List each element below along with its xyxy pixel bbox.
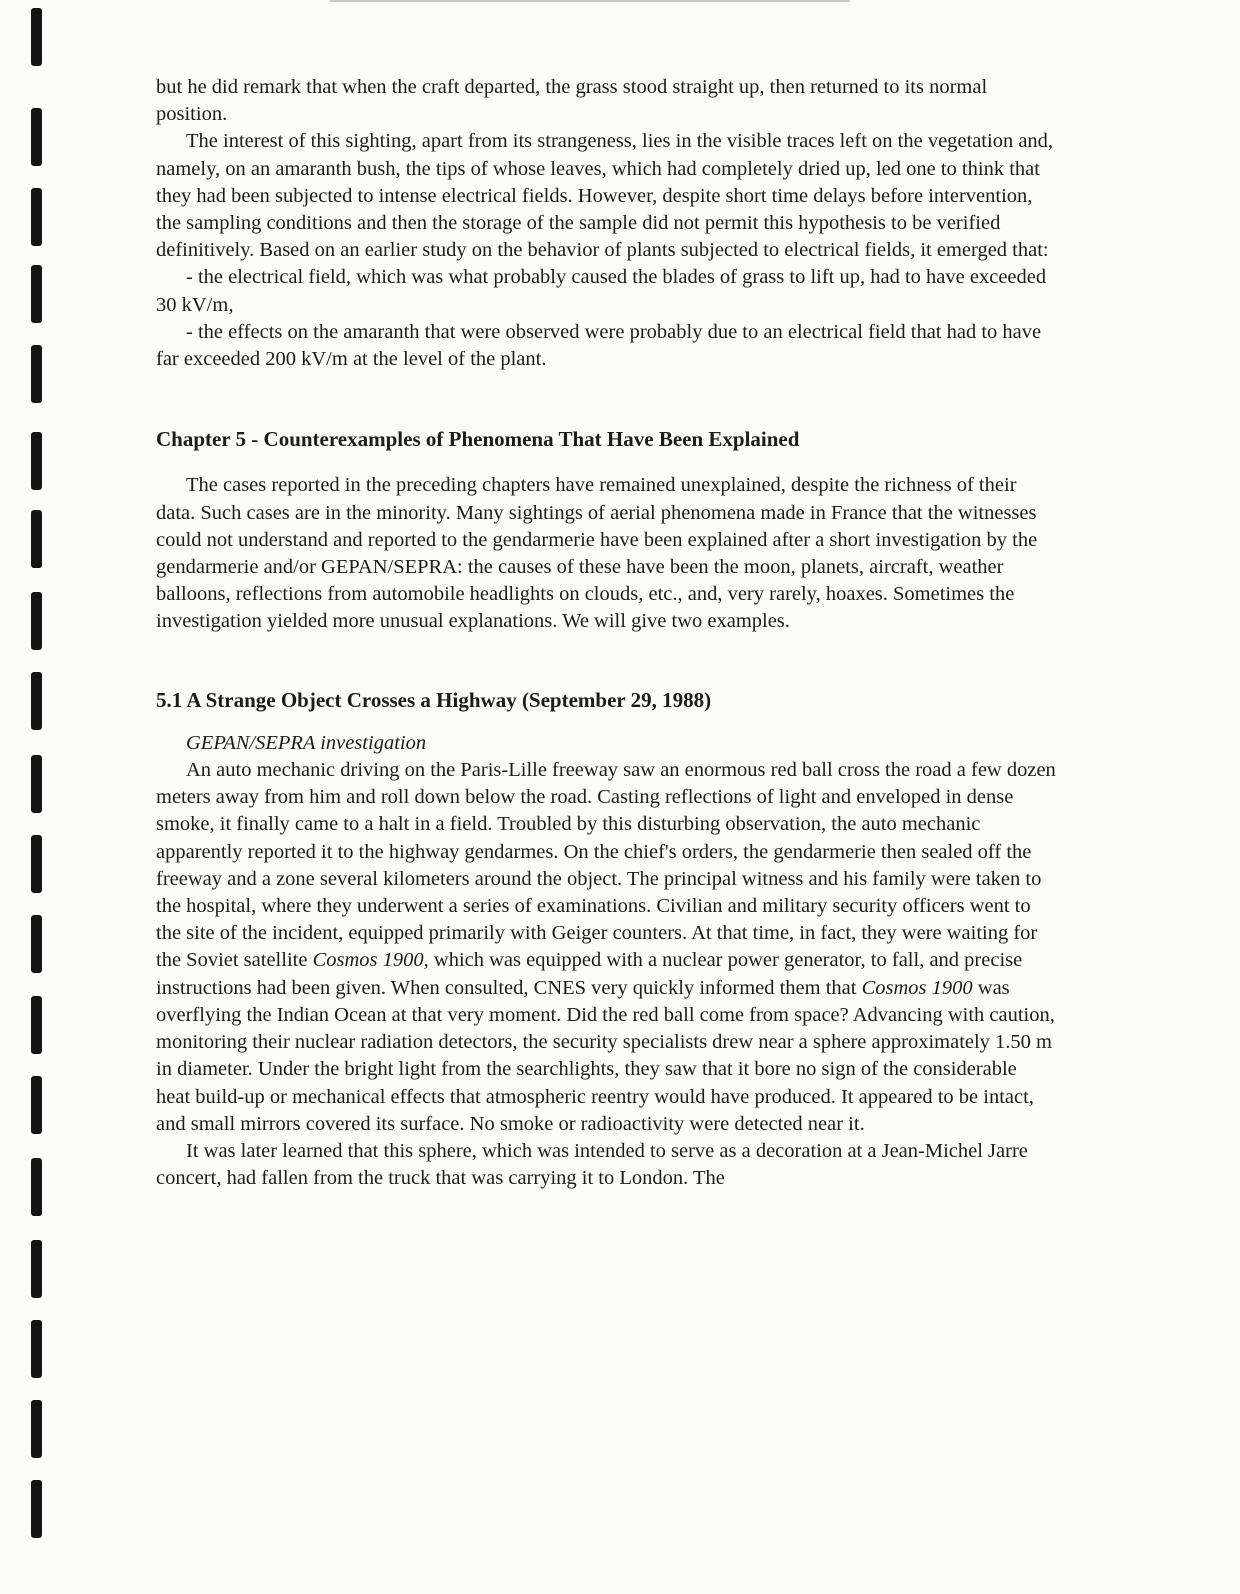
list-item: - the effects on the amaranth that were observed were probably due to an electrical field that had to have far exceeded 200 kV/m at the level of the plant. — [156, 320, 1042, 371]
binding-hole — [31, 1480, 42, 1538]
text-run: which was equipped with a nuclear power generator, to fall, and precise instructions had been given. When consulted, CNES very quickly informed them that — [156, 949, 1023, 999]
binding-hole — [31, 996, 42, 1054]
binding-hole — [31, 1320, 42, 1378]
body-paragraph: The interest of this sighting, apart from its strangeness, lies in the visible traces left on the vegetation and, namely, on an amaranth bush, the tips of whose leaves, which had completely dried up, led one to think that they had been subjected to intense electrical fields. However, despite short time delays before intervention, the sampling conditions and then the storage of the sample did not permit this hypothesis to be verified definitively. Based on an earlier study on the behavior of plants subjected to electrical fields, it emerged that: — [156, 130, 1054, 262]
page-edge — [330, 0, 850, 2]
binding-hole — [31, 755, 42, 813]
satellite-name: Cosmos 1900, — [312, 949, 429, 972]
binding-hole — [31, 108, 42, 166]
text-run: An auto mechanic driving on the Paris-Lille freeway saw an enormous red ball cross the road a few dozen meters away from him and roll down below the road. Casting reflections of light and enveloped in dense smoke, it finally came to a halt in a field. Troubled by this disturbing observation, the auto mechanic apparently reported it to the highway gendarmes. On the chief's orders, the gendarmerie then sealed off the freeway and a zone several kilometers around the object. The principal witness and his family were taken to the hospital, where they underwent a series of examinations. Civilian and military security officers went to the site of the incident, equipped primarily with Geiger counters. At that time, in fact, they were waiting for the Soviet satellite — [156, 759, 1056, 972]
binding-hole — [31, 592, 42, 650]
binding-hole — [31, 672, 42, 730]
satellite-name: Cosmos 1900 — [861, 976, 973, 999]
opening-paragraph: but he did remark that when the craft departed, the grass stood straight up, then returned to its normal position. — [156, 76, 988, 126]
body-paragraph — [156, 757, 1056, 1138]
binding-hole — [31, 1400, 42, 1458]
body-paragraph: The cases reported in the preceding chapters have remained unexplained, despite the richness of their data. Such cases are in the minority. Many sightings of aerial phenomena made in France that the witnesses could not understand and reported to the gendarmerie have been explained after a short investigation by the gendarmerie and/or GEPAN/SEPRA: the causes of these have been the moon, planets, aircraft, weather balloons, reflections from automobile headlights on clouds, etc., and, very rarely, hoaxes. Sometimes the investigation yielded more unusual explanations. We will give two examples. — [156, 474, 1038, 633]
body-paragraph: It was later learned that this sphere, which was intended to serve as a decoration at a Jean-Michel Jarre concert, had fallen from the truck that was carrying it to London. The — [156, 1139, 1028, 1190]
section-heading: 5.1 A Strange Object Crosses a Highway (September 29, 1988) — [156, 687, 712, 712]
text-run: was overflying the Indian Ocean at that very moment. Did the red ball come from space? Advancing with caution, monitoring their nuclear radiation detectors, the security specialists drew near a sphere approximately 1.50 m in diameter. Under the bright light from the searchlights, they saw that it bore no sign of the considerable heat build-up or mechanical effects that atmospheric reentry would have produced. It appeared to be intact, and small mirrors covered its surface. No smoke or radioactivity were detected near it. — [156, 976, 1055, 1135]
list-item: - the electrical field, which was what probably caused the blades of grass to lift up, had to have exceeded 30 kV/m, — [156, 266, 1047, 316]
binding-hole — [31, 835, 42, 893]
binding-hole — [31, 1240, 42, 1298]
page-body — [156, 74, 1056, 1192]
binding-hole — [31, 915, 42, 973]
section-subheading: GEPAN/SEPRA investigation — [186, 731, 427, 754]
binding-hole — [31, 8, 42, 66]
binding-hole — [31, 1076, 42, 1134]
binding-hole — [31, 432, 42, 490]
chapter-heading: Chapter 5 - Counterexamples of Phenomena That Have Been Explained — [156, 427, 800, 452]
binding-hole — [31, 510, 42, 568]
binding-hole — [31, 345, 42, 403]
binding-hole — [31, 188, 42, 246]
spiral-binding — [28, 0, 48, 1594]
binding-hole — [31, 265, 42, 323]
binding-hole — [31, 1158, 42, 1216]
